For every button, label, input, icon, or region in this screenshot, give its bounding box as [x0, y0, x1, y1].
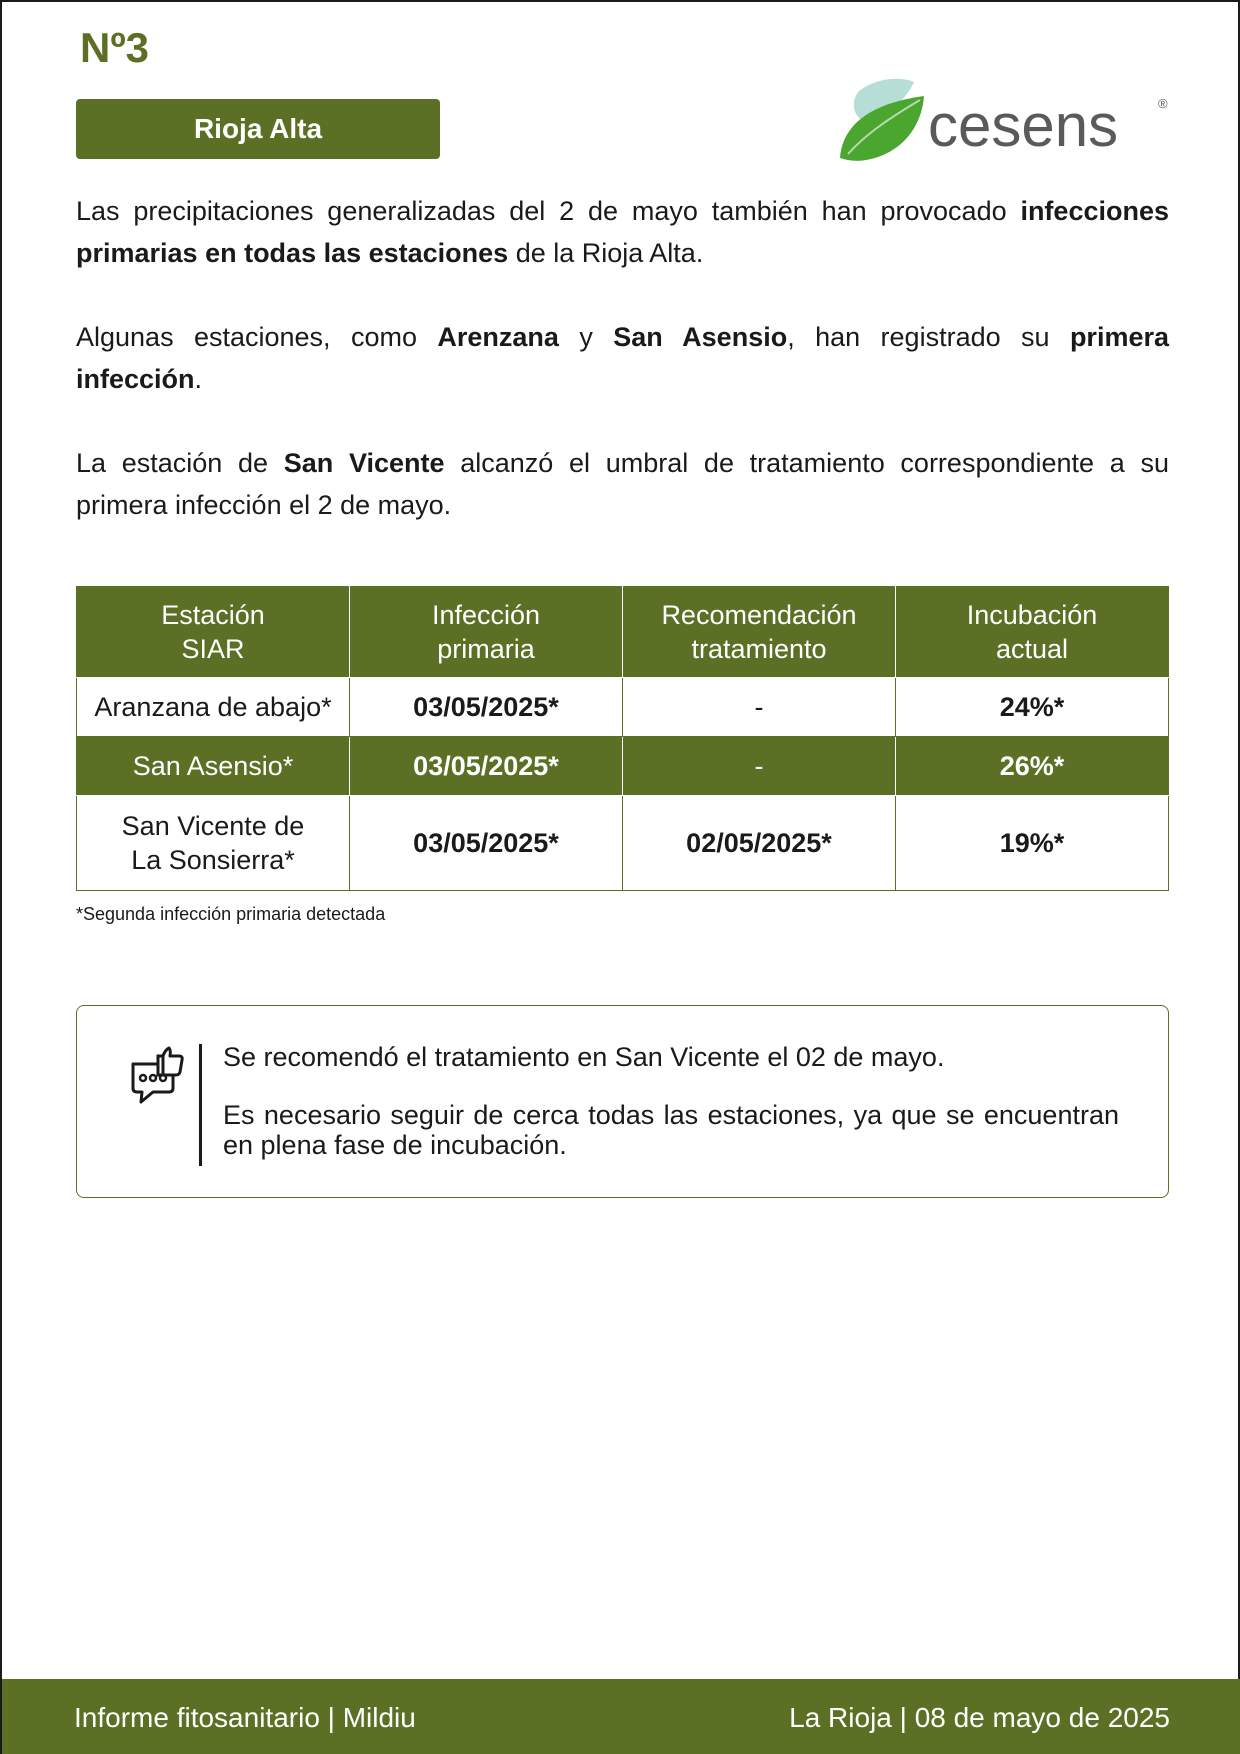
logo-registered-mark: ®	[1158, 96, 1168, 111]
chat-thumbs-up-icon	[129, 1044, 185, 1106]
advice-divider	[199, 1044, 202, 1166]
header-infection: Infección primaria	[350, 587, 623, 678]
treatment-cell: -	[623, 737, 896, 796]
header-treatment: Recomendación tratamiento	[623, 587, 896, 678]
infection-cell: 03/05/2025*	[350, 678, 623, 737]
incubation-cell: 24%*	[896, 678, 1169, 737]
cesens-logo	[836, 74, 1172, 170]
station-cell: San Vicente de La Sonsierra*	[77, 796, 350, 891]
issue-number: Nº3	[80, 24, 150, 71]
footer-bar	[2, 1679, 1240, 1754]
station-cell: Aranzana de abajo*	[77, 678, 350, 737]
advice-line-2: Es necesario seguir de cerca todas las estaciones, ya que se encuentran en plena fase de incubación.	[223, 1100, 1119, 1160]
paragraph-1: Las precipitaciones generalizadas del 2 de mayo también han provocado infecciones primarias en todas las estaciones de la Rioja Alta.	[76, 196, 1169, 268]
logo-wordmark: cesens	[928, 92, 1119, 159]
advice-box	[76, 1005, 1169, 1198]
treatment-cell: -	[623, 678, 896, 737]
advice-line-1: Se recomendó el tratamiento en San Vicente el 02 de mayo.	[223, 1042, 945, 1072]
incubation-cell: 26%*	[896, 737, 1169, 796]
station-table	[76, 586, 1169, 891]
report-body	[76, 190, 1169, 568]
region-label: Rioja Alta	[193, 113, 323, 144]
incubation-cell: 19%*	[896, 796, 1169, 891]
paragraph-2: Algunas estaciones, como Arenzana y San Asensio, han registrado su primera infección.	[76, 322, 1169, 394]
treatment-cell: 02/05/2025*	[623, 796, 896, 891]
infection-cell: 03/05/2025*	[350, 737, 623, 796]
table-row	[77, 678, 1169, 737]
table-row	[77, 737, 1169, 796]
station-cell: San Asensio*	[77, 737, 350, 796]
footer-right: La Rioja | 08 de mayo de 2025	[789, 1701, 1170, 1733]
region-badge	[76, 99, 440, 159]
infection-cell: 03/05/2025*	[350, 796, 623, 891]
advice-text	[223, 1042, 1119, 1160]
table-header-row	[77, 587, 1169, 678]
table-row	[77, 796, 1169, 891]
footer-left: Informe fitosanitario | Mildiu	[74, 1701, 416, 1733]
header-station: Estación SIAR	[77, 587, 350, 678]
table-footnote: *Segunda infección primaria detectada	[76, 904, 386, 924]
paragraph-3: La estación de San Vicente alcanzó el umbral de tratamiento correspondiente a su primera infección el 2 de mayo.	[76, 448, 1169, 520]
header-incubation: Incubación actual	[896, 587, 1169, 678]
